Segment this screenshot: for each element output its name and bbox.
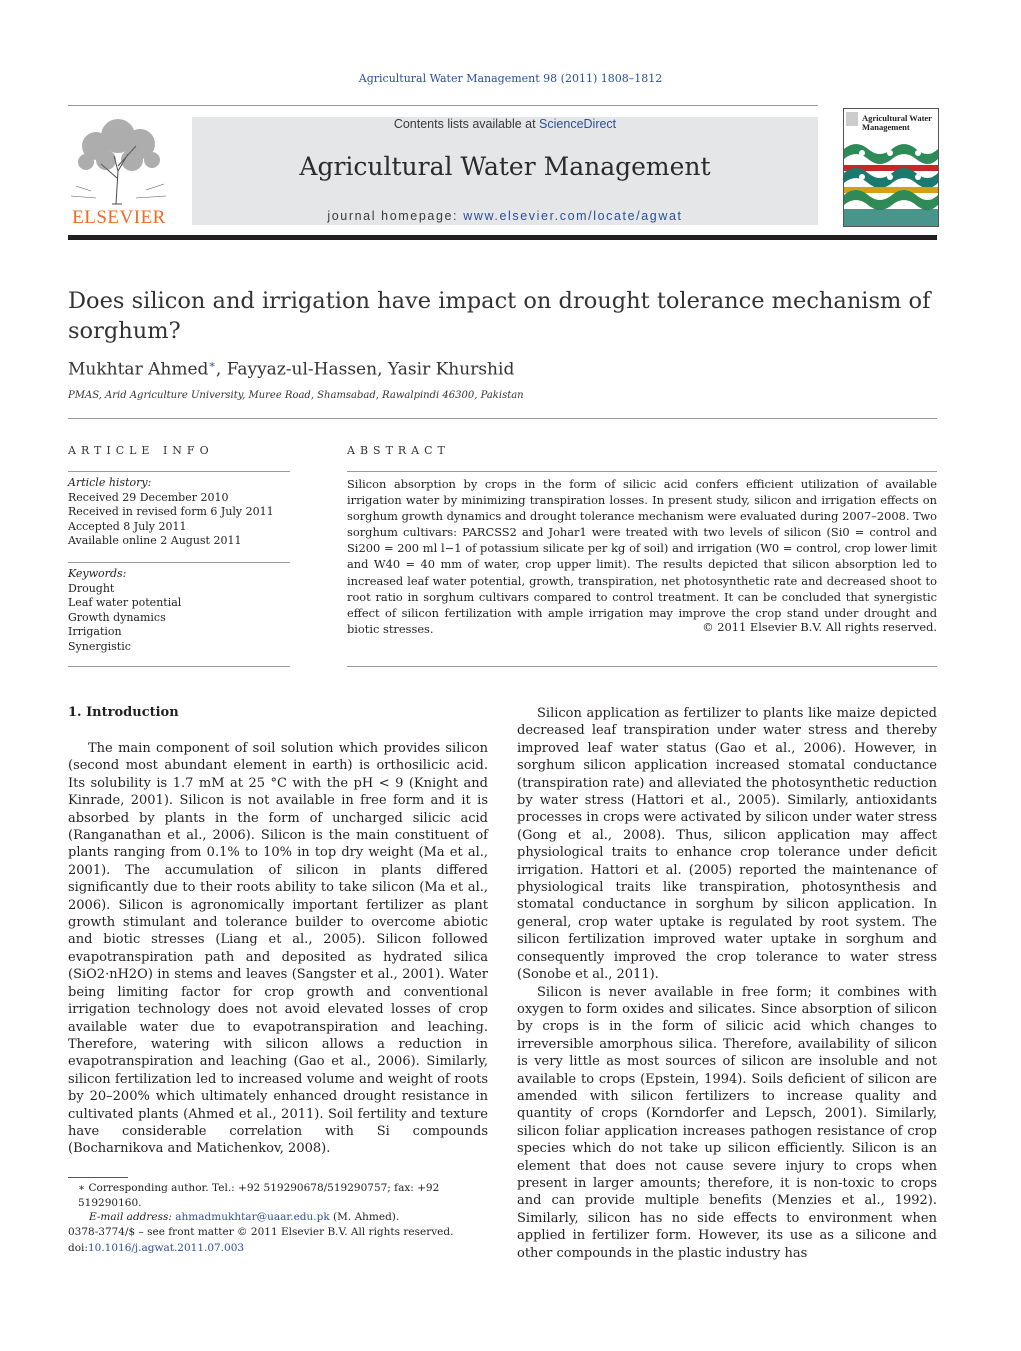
- contents-line: [192, 117, 818, 131]
- affiliation-rule: [68, 418, 937, 419]
- body-paragraph: Silicon application as fertilizer to plants like maize depicted decreased leaf transpiration under water stress and thereby improved leaf water status (Gao et al., 2006). However, in sorghum silicon application increased stomatal conductance (transpiration rate) and alleviated the photosynthetic reduction by water stress (Hattori et al., 2005). Similarly, antioxidants processes in crops were activated by silicon under water stress (Gong et al., 2008). Thus, silicon application may affect physiological traits to enhance crop tolerance under deficit irrigation. Hattori et al. (2005) reported the maintenance of physiological traits like transpiration, photosynthesis and stomatal conductance in sorghum by silicon application. In general, crop water uptake is regulated by root system. The silicon fertilization improved water uptake in sorghum and consequently improved the crop tolerance to water stress (Sonobe et al., 2011).: [517, 706, 937, 983]
- homepage-prefix: journal homepage:: [327, 209, 464, 223]
- keywords: [68, 567, 290, 654]
- body-column-right: [517, 705, 937, 1262]
- abstract-copyright: © 2011 Elsevier B.V. All rights reserved.: [702, 620, 937, 634]
- footnote-mark: ∗: [78, 1182, 86, 1194]
- article-info-heading: ARTICLE INFO: [68, 444, 214, 457]
- author-list: [68, 358, 514, 380]
- abstract-rule: [347, 471, 937, 472]
- cover-title: Agricultural Water Management: [862, 113, 932, 132]
- affiliation: PMAS, Arid Agriculture University, Muree Road, Shamsabad, Rawalpindi 46300, Pakistan: [68, 390, 524, 401]
- keywords-label: Keywords:: [68, 567, 127, 580]
- history-rule: [68, 562, 290, 563]
- article-title: Does silicon and irrigation have impact on drought tolerance mechanism of sorghum?: [68, 288, 931, 344]
- front-matter: [68, 1225, 488, 1256]
- keywords-rule: [68, 666, 290, 667]
- abstract-text: Silicon absorption by crops in the form of silicic acid confers efficient utilization of available irrigation water by minimizing transpiration losses. In present study, silicon and irrigation effects on sorghum growth dynamics and drought tolerance mechanism were evaluated during 2007–2008. Two sorghum cultivars: PARCSS2 and Johar1 were treated with two levels of silicon (Si0 = control and Si200 = 200 ml l−1 of potassium silicate per kg of soil) and irrigation (W0 = control, crop lower limit and W40 = 40 mm of water, crop upper limit). The results depicted that silicon absorption led to increased leaf water potential, growth, transpiration, net photosynthetic rate and decreased shoot to root ratio in sorghum cultivars compared to control treatment. It can be concluded that synergistic effect of silicon fertilization with ample irrigation may improve the crop stand under drought and biotic stresses.: [347, 477, 937, 636]
- journal-title: Agricultural Water Management: [299, 152, 711, 181]
- email-note: [78, 1210, 498, 1225]
- homepage-link[interactable]: www.elsevier.com/locate/agwat: [463, 209, 683, 223]
- body-paragraph: The main component of soil solution which provides silicon (second most abundant element in earth) is orthosilicic acid. Its solubility is 1.7 mM at 25 °C with the pH < 9 (Knight and Kinrade, 2001). Silicon is not available in free form and it is absorbed by plants in the form of uncharged silicic acid (Ranganathan et al., 2006). Silicon is the main constituent of plants ranging from 0.1% to 10% in top dry weight (Ma et al., 2001). The accumulation of silicon in plants differed significantly due to their roots ability to take silicon (Ma et al., 2006). Silicon is agronomically important fertilizer as plant growth stimulant and tolerance builder to overcome abiotic and biotic stresses (Liang et al., 2005). Silicon followed evapotranspiration path and deposited as hydrated silica (SiO2·nH2O) in stems and leaves (Sangster et al., 2001). Water being limiting factor for crop growth and conventional irrigation technology does not avoid elevated losses of crop available water due to evapotranspiration and leaching. Therefore, watering with silicon allows a reduction in evapotranspiration and leaching (Gao et al., 2006). Similarly, silicon fertilization led to increased volume and weight of roots by 20–200% which ultimately enhanced drought resistance in cultivated plants (Ahmed et al., 2011). Soil fertility and texture have considerable correlation with Si compounds (Bocharnikova and Matichenkov, 2008).: [68, 741, 488, 1157]
- keyword: Synergistic: [68, 639, 131, 653]
- body-column-left: [68, 740, 488, 1158]
- tree-icon: [66, 116, 172, 208]
- history-label: Article history:: [68, 476, 152, 489]
- email-suffix: (M. Ahmed).: [333, 1211, 400, 1223]
- history-item: Accepted 8 July 2011: [68, 519, 187, 533]
- email-label: E-mail address:: [89, 1211, 172, 1223]
- abstract-bottom-rule: [347, 666, 937, 667]
- footnote-rule: [68, 1177, 128, 1178]
- header-top-rule: [68, 105, 818, 106]
- other-authors: , Fayyaz-ul-Hassen, Yasir Khurshid: [215, 359, 515, 380]
- article-info-rule: [68, 471, 290, 472]
- keyword: Growth dynamics: [68, 610, 166, 624]
- section-heading-introduction: 1. Introduction: [68, 705, 179, 720]
- contents-prefix: Contents lists available at: [393, 117, 540, 131]
- keyword: Leaf water potential: [68, 596, 182, 609]
- doi-prefix: doi:: [68, 1241, 88, 1254]
- history-item: Received in revised form 6 July 2011: [68, 505, 274, 518]
- footnotes: [78, 1181, 498, 1225]
- journal-citation[interactable]: Agricultural Water Management 98 (2011) 1808–1812: [358, 72, 663, 85]
- corresponding-author-text: Corresponding author. Tel.: +92 519290678/519290757; fax: +92 519290160.: [78, 1182, 440, 1209]
- author-name: Mukhtar Ahmed: [68, 359, 209, 380]
- corresponding-author-mark[interactable]: ∗: [208, 358, 216, 371]
- doi-line: [68, 1241, 488, 1257]
- email-link[interactable]: ahmadmukhtar@uaar.edu.pk: [175, 1211, 330, 1223]
- body-paragraph: Silicon is never available in free form; it combines with oxygen to form oxides and silicates. Since absorption of silicon by crops is in the form of silicic acid which changes to irreversible amorphous silica. Therefore, availability of silicon is very little as most sources of silicon are insoluble and not available to crops (Epstein, 1994). Soils deficient of silicon are amended with silicon fertilizers to increase quality and quantity of crops (Korndorfer and Lepsch, 2001). Similarly, silicon foliar application increases pathogen resistance of crop species which do not take up silicon efficiently. Silicon is an element that does not cause severe injury to crops when present in larger amounts; therefore, it is non-toxic to crops and can provide multiple benefits (Menzies et al., 1992). Similarly, silicon has no side effects to environment when applied in fertilizer form. However, its use as a silicone and other compounds in the plastic industry has: [517, 984, 937, 1261]
- corresponding-author-note: [78, 1181, 498, 1210]
- keyword: Irrigation: [68, 625, 122, 638]
- doi-link[interactable]: 10.1016/j.agwat.2011.07.003: [87, 1241, 245, 1254]
- history-item: Available online 2 August 2011: [68, 534, 242, 547]
- history-item: Received 29 December 2010: [68, 490, 229, 504]
- keyword: Drought: [68, 581, 115, 595]
- journal-homepage-line: [192, 209, 818, 223]
- article-history: [68, 476, 290, 549]
- journal-cover-thumbnail[interactable]: [843, 108, 939, 227]
- abstract-heading: ABSTRACT: [347, 444, 450, 457]
- sciencedirect-link[interactable]: ScienceDirect: [539, 117, 617, 131]
- issn-line: 0378-3774/$ – see front matter © 2011 Elsevier B.V. All rights reserved.: [68, 1226, 454, 1238]
- header-thick-rule: [68, 235, 937, 240]
- elsevier-wordmark: ELSEVIER: [72, 207, 166, 228]
